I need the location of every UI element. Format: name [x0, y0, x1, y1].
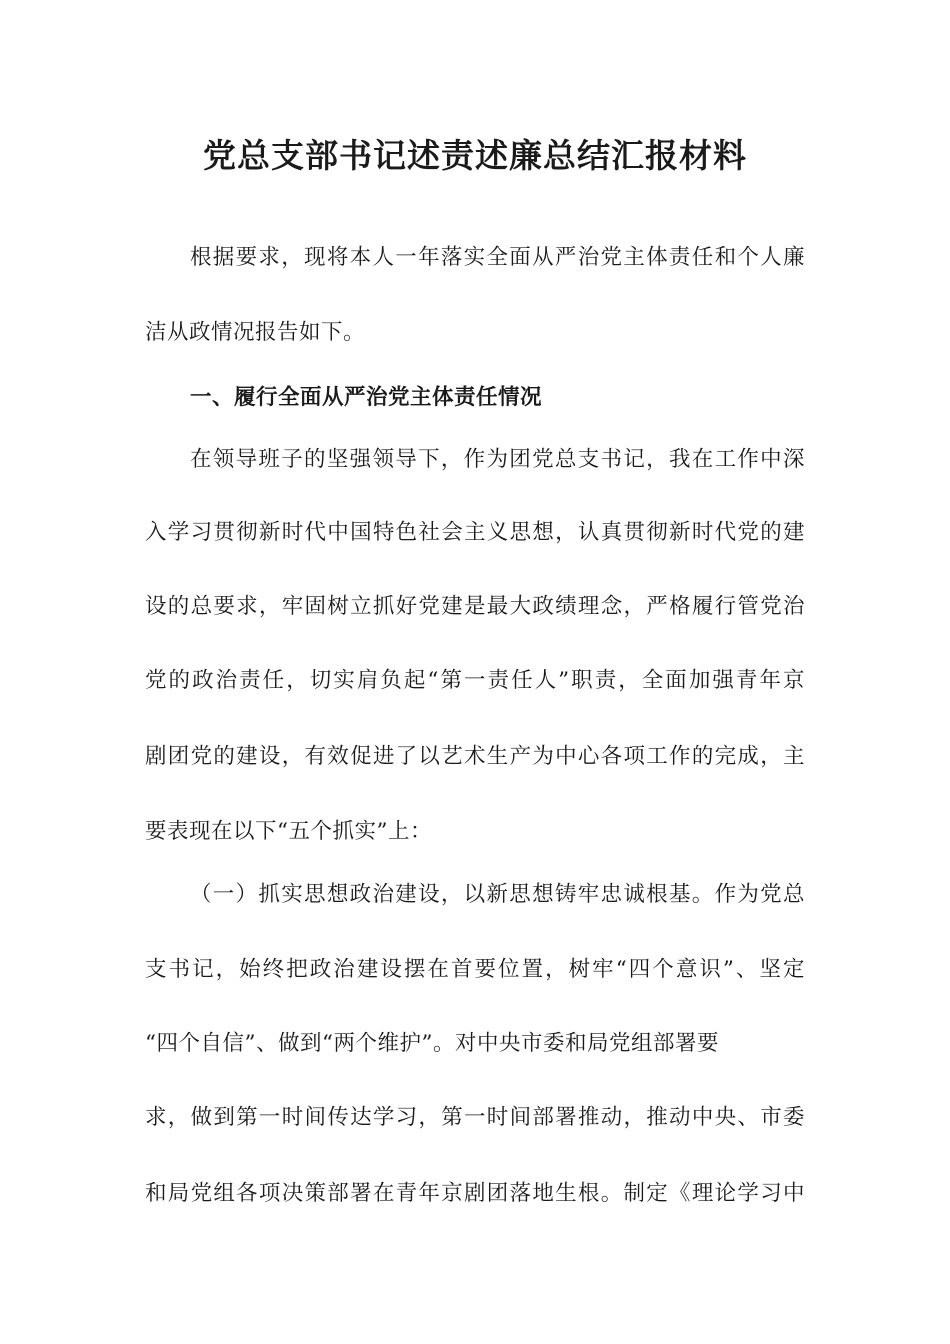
paragraph-line: “四个自信”、做到“两个维护”。对中央市委和局党组部署要 [145, 1031, 719, 1056]
paragraph-line: 在领导班子的坚强领导下，作为团党总支书记，我在工作中深 [190, 447, 805, 472]
document-title: 党总支部书记述责述廉总结汇报材料 [203, 136, 747, 175]
paragraph-line: 支书记，始终把政治建设摆在首要位置，树牢“四个意识”、坚定 [145, 957, 805, 982]
section-heading: 一、履行全面从严治党主体责任情况 [190, 385, 543, 410]
paragraph-line: 党的政治责任，切实肩负起“第一责任人”职责，全面加强青年京 [145, 668, 805, 693]
paragraph-line: 求，做到第一时间传达学习，第一时间部署推动，推动中央、市委 [145, 1105, 805, 1130]
paragraph-line: 根据要求，现将本人一年落实全面从严治党主体责任和个人廉 [190, 245, 805, 270]
paragraph-line: 和局党组各项决策部署在青年京剧团落地生根。制定《理论学习中 [145, 1181, 805, 1206]
paragraph-line: 剧团党的建设，有效促进了以艺术生产为中心各项工作的完成，主 [145, 744, 805, 769]
paragraph-line: （一）抓实思想政治建设，以新思想铸牢忠诚根基。作为党总 [190, 882, 805, 907]
paragraph-line: 要表现在以下“五个抓实”上： [145, 819, 432, 844]
paragraph-line: 入学习贯彻新时代中国特色社会主义思想，认真贯彻新时代党的建 [145, 520, 805, 545]
paragraph-line: 设的总要求，牢固树立抓好党建是最大政绩理念，严格履行管党治 [145, 594, 805, 619]
paragraph-line: 洁从政情况报告如下。 [145, 320, 366, 345]
